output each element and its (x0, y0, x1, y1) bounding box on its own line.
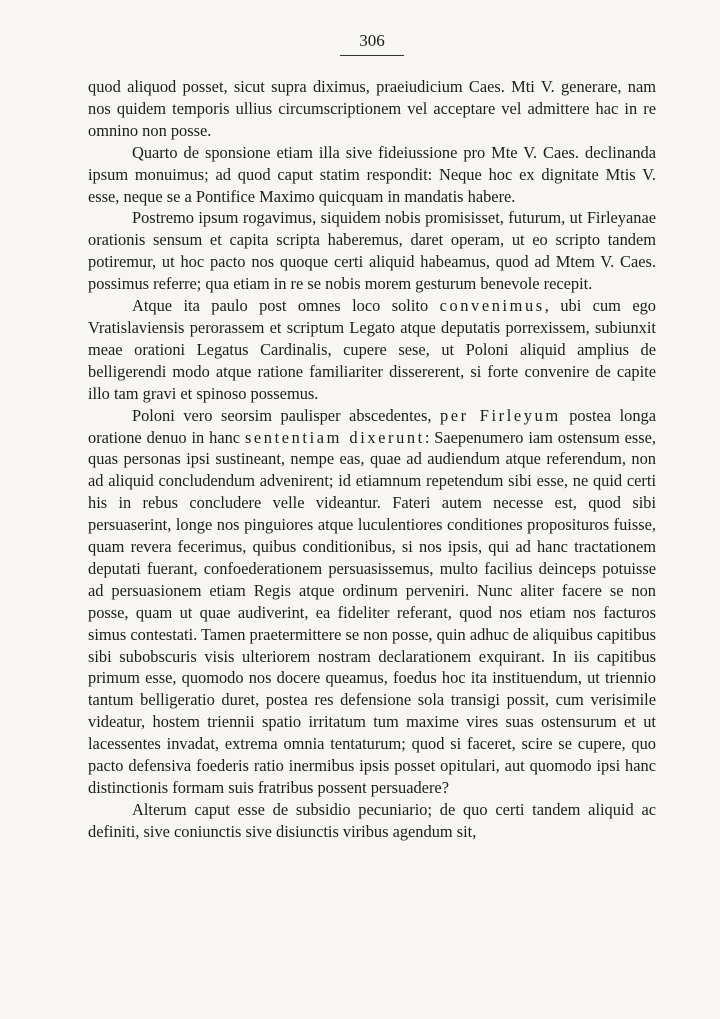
text-run: postea longa oratione denuo in hanc (88, 405, 656, 447)
body-text (88, 76, 656, 843)
paragraph (88, 142, 656, 208)
paragraph (88, 405, 656, 799)
text-run: : Saepenumero iam ostensum esse, quas personas ipsi sustineant, nempe eas, quae ad audiendum atque referendum, non ad aliquid concludendum advenirent; id etiamnum repetendum sibi esse, ne quid certi his in rebus concludere velle videantur. Fateri autem necesse est, quod sibi persuaserint, longe nos pinguiores atque luculentiores conditiones proposituros fuisse, quam revera fecerimus, quibus conditionibus, si nos ipsis, qui ad hanc tractationem deputati fuerant, confoederationem persuasissemus, multo facilius deinceps potuisse ad persuasionem etiam Regis atque ordinum perveniri. Nunc aliter facere se non posse, quam ut quae audiverint, ea fideliter referant, quod nos etiam nos facturos simus contestati. Tamen praetermittere se non posse, quin adhuc de aliquibus capitibus sibi subobscuris visis ulteriorem nostram declarationem exquirant. In iis capitibus primum esse, quomodo nos docere queamus, foedus hoc ita instituendum, ut triennio tantum belligeratio duret, postea res defensione sola transigi possit, cum verisimile videatur, hostem triennii spatio irritatum tum maxime vires suas ostensurum et ut lacessentes invadat, extrema omnia tentaturum; quod si faceret, scire se cupere, quo pacto defensiva foederis ratio inermibus ipsis posset opitulari, aut quomodo ipsi hanc distinctionis formam suis fratribus possent persuadere? (88, 427, 656, 797)
text-run: , ubi cum ego Vratislaviensis perorassem et scriptum Legato atque deputatis porrexissem, subiunxit meae orationi Legatus Cardinalis, cupere sese, ut Poloni aliquid amplius de belligerendi modo atque ratione familiariter dissererent, si forte convenire de capite illo tam gravi et spinoso possemus. (88, 296, 656, 403)
text-run: Alterum caput esse de subsidio pecuniario; de quo certi tandem aliquid ac definiti, sive coniunctis sive disiunctis viribus agendum sit, (88, 799, 656, 841)
text-run: Atque ita paulo post omnes loco solito (132, 296, 440, 316)
paragraph (88, 295, 656, 405)
text-run: Poloni vero seorsim paulisper abscedentes, (132, 405, 440, 425)
spaced-emphasis: convenimus (439, 296, 545, 316)
spaced-emphasis: sententiam dixerunt (244, 427, 425, 447)
page-number-rule (340, 55, 404, 56)
paragraph (88, 207, 656, 295)
page-number: 306 (359, 31, 385, 50)
text-run: Quarto de sponsione etiam illa sive fideiussione pro Mte V. Caes. declinanda ipsum monuimus; ad quod caput statim respondit: Neque hoc ex dignitate Mtis V. esse, neque se a Pontifice Maximo quicquam in mandatis habere. (88, 142, 656, 206)
spaced-emphasis: per Firleyum (439, 405, 561, 425)
paragraph (88, 799, 656, 843)
paragraph (88, 76, 656, 142)
document-page (88, 30, 656, 843)
text-run: Postremo ipsum rogavimus, siquidem nobis promisisset, futurum, ut Firleyanae orationis sensum et capita scripta haberemus, daret operam, ut eo scripto tandem potiremur, ut hoc pacto nos quoque certi aliquid habeamus, quod ad Mtem V. Caes. possimus referre; qua etiam in re se nobis morem gesturum benevole recepit. (88, 208, 656, 294)
text-run: quod aliquod posset, sicut supra diximus, praeiudicium Caes. Mti V. generare, nam nos quidem temporis ullius circumscriptionem vel acceptare vel admittere hac in re omnino non posse. (88, 77, 656, 140)
